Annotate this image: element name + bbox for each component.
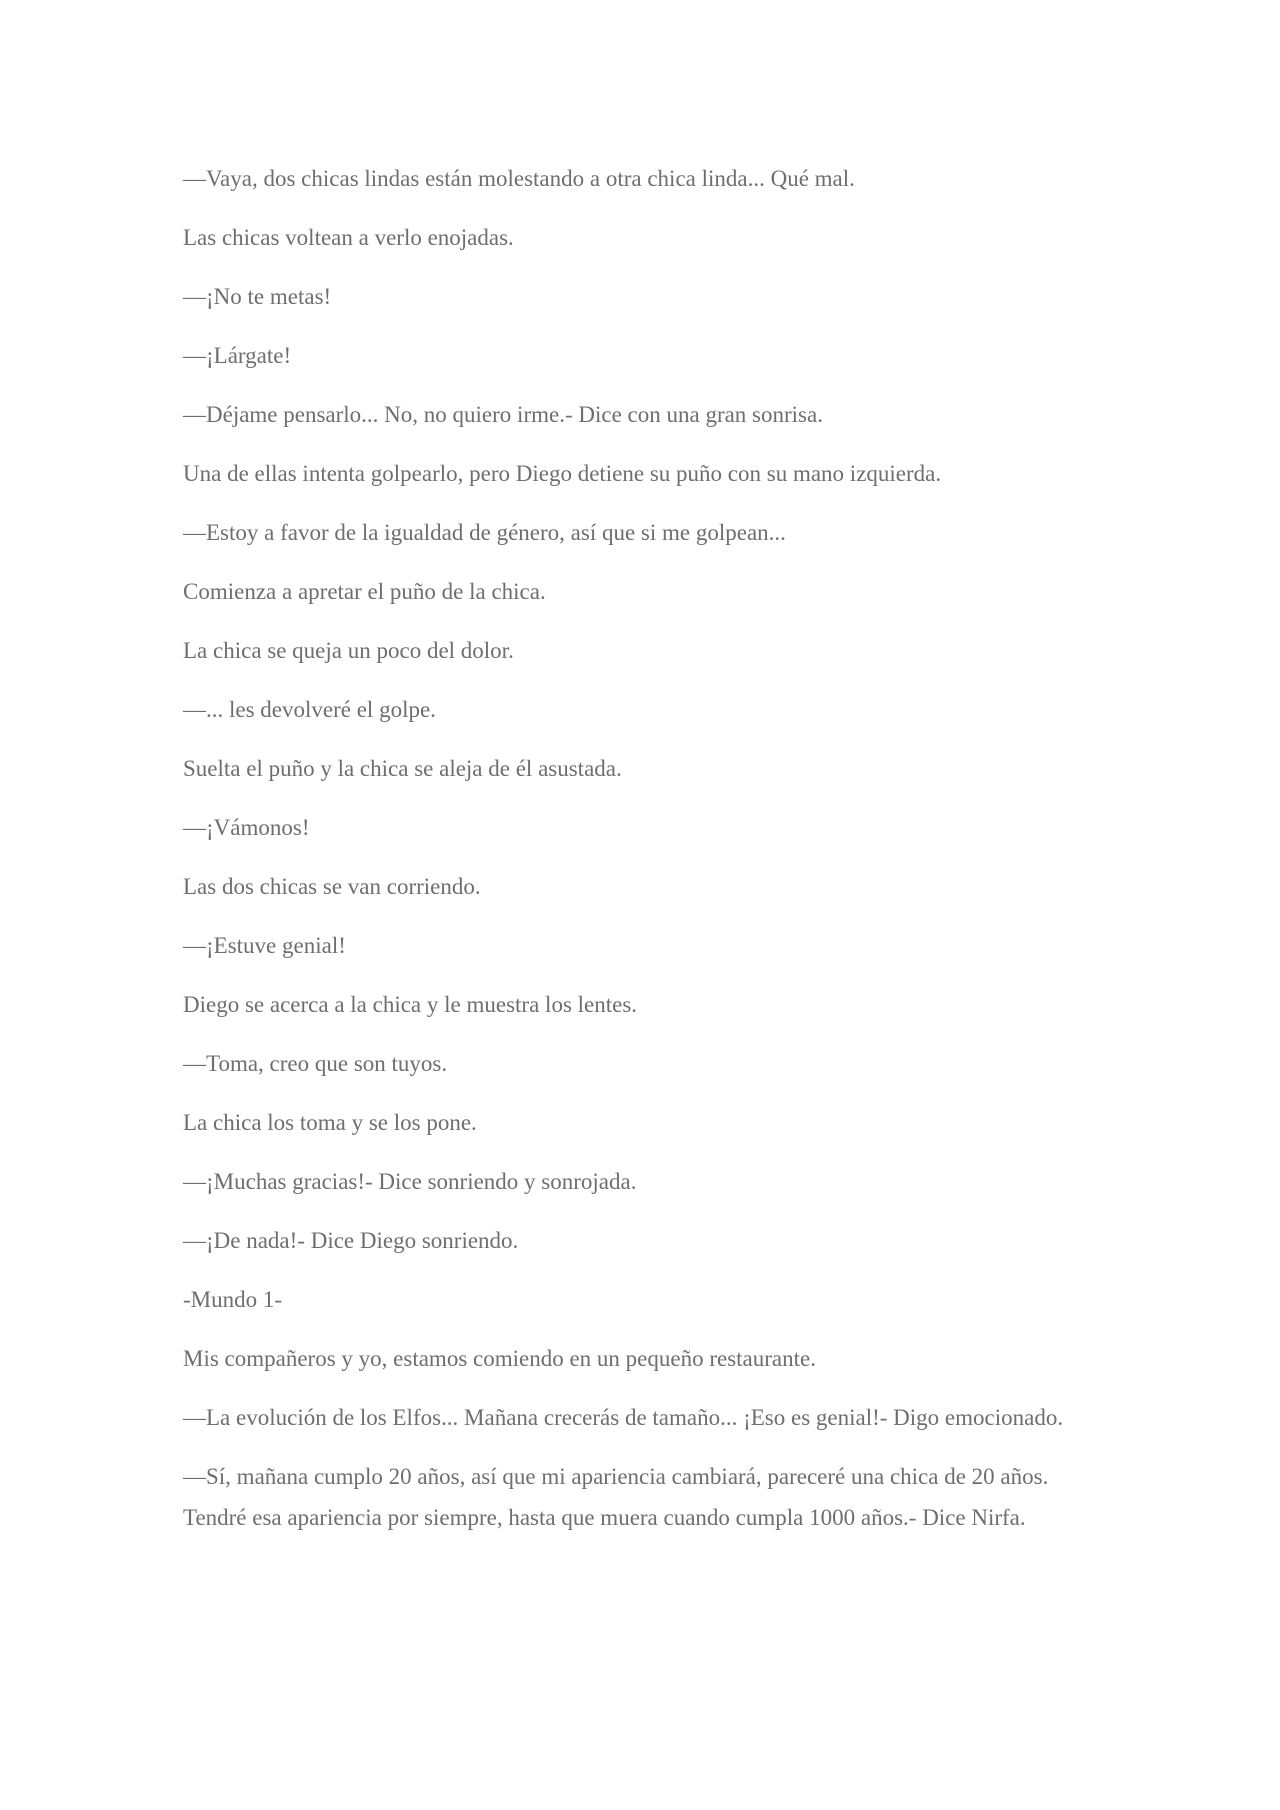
paragraph: Una de ellas intenta golpearlo, pero Diego detiene su puño con su mano izquierda. (183, 461, 942, 486)
paragraph: —¡Vámonos! (183, 815, 310, 840)
paragraph: Suelta el puño y la chica se aleja de él asustada. (183, 756, 622, 781)
paragraph: La chica los toma y se los pone. (183, 1110, 477, 1135)
paragraph: Las dos chicas se van corriendo. (183, 874, 481, 899)
paragraph: Comienza a apretar el puño de la chica. (183, 579, 546, 604)
paragraph: —... les devolveré el golpe. (183, 697, 436, 722)
paragraph: —¡Muchas gracias!- Dice sonriendo y sonrojada. (183, 1169, 637, 1194)
paragraph: Diego se acerca a la chica y le muestra los lentes. (183, 992, 638, 1017)
paragraph: —Toma, creo que son tuyos. (183, 1051, 448, 1076)
paragraph: —¡Estuve genial! (183, 933, 346, 958)
paragraph: Mis compañeros y yo, estamos comiendo en un pequeño restaurante. (183, 1346, 816, 1371)
section-marker: -Mundo 1- (183, 1287, 283, 1312)
document-body (183, 158, 1103, 1556)
paragraph: —¡No te metas! (183, 284, 332, 309)
paragraph: —Vaya, dos chicas lindas están molestando a otra chica linda... Qué mal. (183, 166, 855, 191)
paragraph: —Déjame pensarlo... No, no quiero irme.- Dice con una gran sonrisa. (183, 402, 823, 427)
paragraph: —La evolución de los Elfos... Mañana crecerás de tamaño... ¡Eso es genial!- Digo emocionado. (183, 1405, 1064, 1430)
paragraph: —¡De nada!- Dice Diego sonriendo. (183, 1228, 519, 1253)
paragraph: —Estoy a favor de la igualdad de género, así que si me golpean... (183, 520, 786, 545)
paragraph: Las chicas voltean a verlo enojadas. (183, 225, 514, 250)
paragraph: La chica se queja un poco del dolor. (183, 638, 514, 663)
paragraph: —Sí, mañana cumplo 20 años, así que mi apariencia cambiará, pareceré una chica de 20 años. Tendré esa apariencia por siempre, hasta que muera cuando cumpla 1000 años.- Dice Nirfa. (183, 1464, 1049, 1530)
paragraph: —¡Lárgate! (183, 343, 292, 368)
